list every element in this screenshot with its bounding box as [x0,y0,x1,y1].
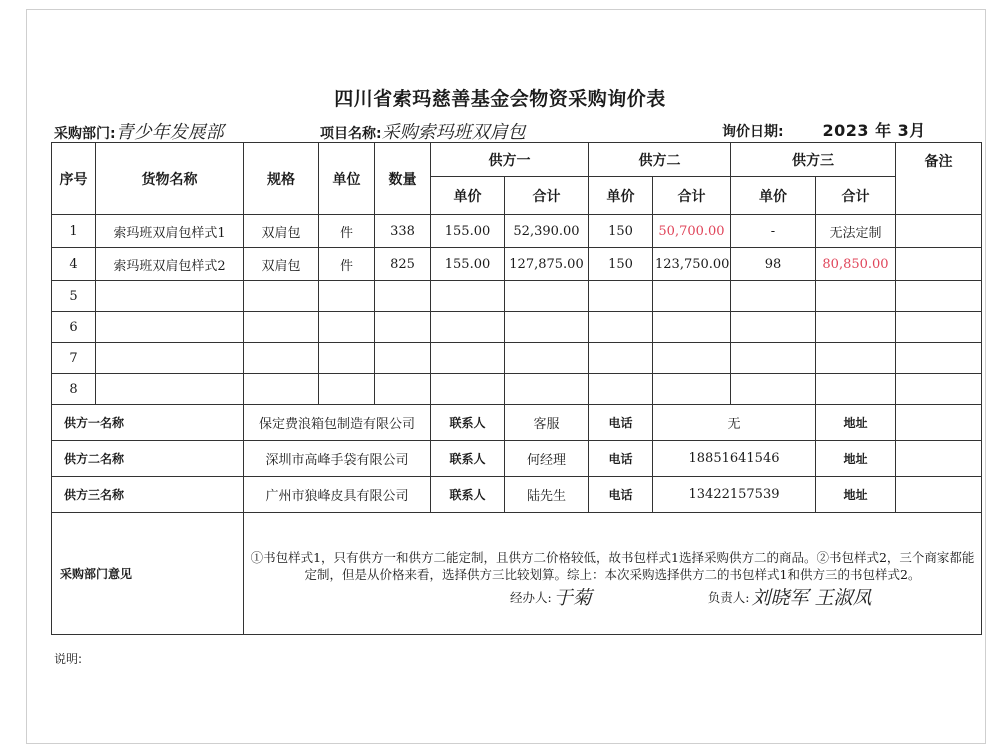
header-s3-price: 单价 [731,177,816,215]
supplier-name: 深圳市高峰手袋有限公司 [244,441,431,477]
note-label: 说明: [54,652,83,666]
table-row [52,312,982,343]
contact-value: 陆先生 [505,477,589,513]
header-s2-total: 合计 [653,177,731,215]
inquiry-date [722,118,926,141]
handler-signature: 于菊 [553,587,592,609]
form-title: 四川省索玛慈善基金会物资采购询价表 [334,88,666,110]
row-s2-price: 150 [589,215,653,248]
header-goods: 货物名称 [96,143,244,215]
row-remark [896,248,982,281]
row-seq: 1 [52,215,96,248]
row-seq: 6 [52,312,96,343]
row-s3-price: 98 [731,248,816,281]
header-s1-total: 合计 [505,177,589,215]
row-s3-total: 80,850.00 [816,248,896,281]
header-qty: 数量 [375,143,431,215]
row-unit: 件 [319,215,375,248]
page-edge [26,743,986,744]
address-value [896,477,982,513]
page-edge [26,9,27,744]
contact-label: 联系人 [431,441,505,477]
row-s1-price: 155.00 [431,215,505,248]
phone-label: 电话 [589,441,653,477]
table-row [52,281,982,312]
address-label: 地址 [816,441,896,477]
project-label: 项目名称: [320,126,382,142]
page-edge [985,9,986,744]
supplier-row [52,441,982,477]
row-s2-total: 123,750.00 [653,248,731,281]
date-value: 2023 年 3月 [822,121,926,140]
phone-label: 电话 [589,477,653,513]
table-row [52,374,982,405]
header-row [52,143,982,177]
header-seq: 序号 [52,143,96,215]
row-seq: 8 [52,374,96,405]
row-remark [896,215,982,248]
project-value: 采购索玛班双肩包 [381,122,526,143]
contact-label: 联系人 [431,477,505,513]
address-label: 地址 [816,477,896,513]
leader-label: 负责人: [707,589,750,605]
department-value: 青少年发展部 [115,122,224,143]
address-value [896,441,982,477]
address-label: 地址 [816,405,896,441]
row-spec: 双肩包 [244,215,319,248]
table-row [52,248,982,281]
contact-value: 客服 [505,405,589,441]
address-value [896,405,982,441]
row-qty: 338 [375,215,431,248]
phone-label: 电话 [589,405,653,441]
table-row [52,343,982,374]
supplier-row [52,405,982,441]
leader-signature: 刘晓军 王淑凤 [751,587,872,609]
row-s3-price: - [731,215,816,248]
row-s1-total: 127,875.00 [505,248,589,281]
handler-label: 经办人: [510,589,552,605]
row-qty: 825 [375,248,431,281]
supplier-name: 广州市狼峰皮具有限公司 [244,477,431,513]
signature-row [250,583,975,610]
header-unit: 单位 [319,143,375,215]
contact-label: 联系人 [431,405,505,441]
department-label: 采购部门: [54,126,116,142]
opinion-row [52,513,982,635]
date-label: 询价日期: [722,124,784,140]
header-supplier3: 供方三 [731,143,896,177]
row-spec: 双肩包 [244,248,319,281]
row-goods: 索玛班双肩包样式1 [96,215,244,248]
supplier-label: 供方三名称 [52,477,244,513]
row-seq: 4 [52,248,96,281]
header-s1-price: 单价 [431,177,505,215]
row-unit: 件 [319,248,375,281]
supplier-name: 保定费浪箱包制造有限公司 [244,405,431,441]
row-s1-price: 155.00 [431,248,505,281]
header-supplier1: 供方一 [431,143,589,177]
header-s3-total: 合计 [816,177,896,215]
phone-value: 无 [653,405,816,441]
row-s1-total: 52,390.00 [505,215,589,248]
inquiry-table [51,142,982,635]
table-row [52,215,982,248]
header-supplier2: 供方二 [589,143,731,177]
row-s3-total: 无法定制 [816,215,896,248]
row-seq: 7 [52,343,96,374]
contact-value: 何经理 [505,441,589,477]
page-edge [26,9,986,10]
row-seq: 5 [52,281,96,312]
supplier-label: 供方二名称 [52,441,244,477]
supplier-row [52,477,982,513]
purchase-department [54,118,224,144]
supplier-label: 供方一名称 [52,405,244,441]
row-goods: 索玛班双肩包样式2 [96,248,244,281]
phone-value: 18851641546 [653,441,816,477]
row-s2-total: 50,700.00 [653,215,731,248]
project-name [320,118,526,144]
header-spec: 规格 [244,143,319,215]
header-remark: 备注 [896,143,982,215]
header-s2-price: 单价 [589,177,653,215]
opinion-label: 采购部门意见 [52,513,244,635]
phone-value: 13422157539 [653,477,816,513]
row-s2-price: 150 [589,248,653,281]
opinion-text: ①书包样式1，只有供方一和供方二能定制，且供方二价格较低，故书包样式1选择采购供方二的商品。②书包样式2，三个商家都能定制，但是从价格来看，选择供方三比较划算。综上：本次采购选择供方二的书包样式1和供方三的书包样式2。 [250,550,975,582]
opinion-cell [244,513,982,635]
